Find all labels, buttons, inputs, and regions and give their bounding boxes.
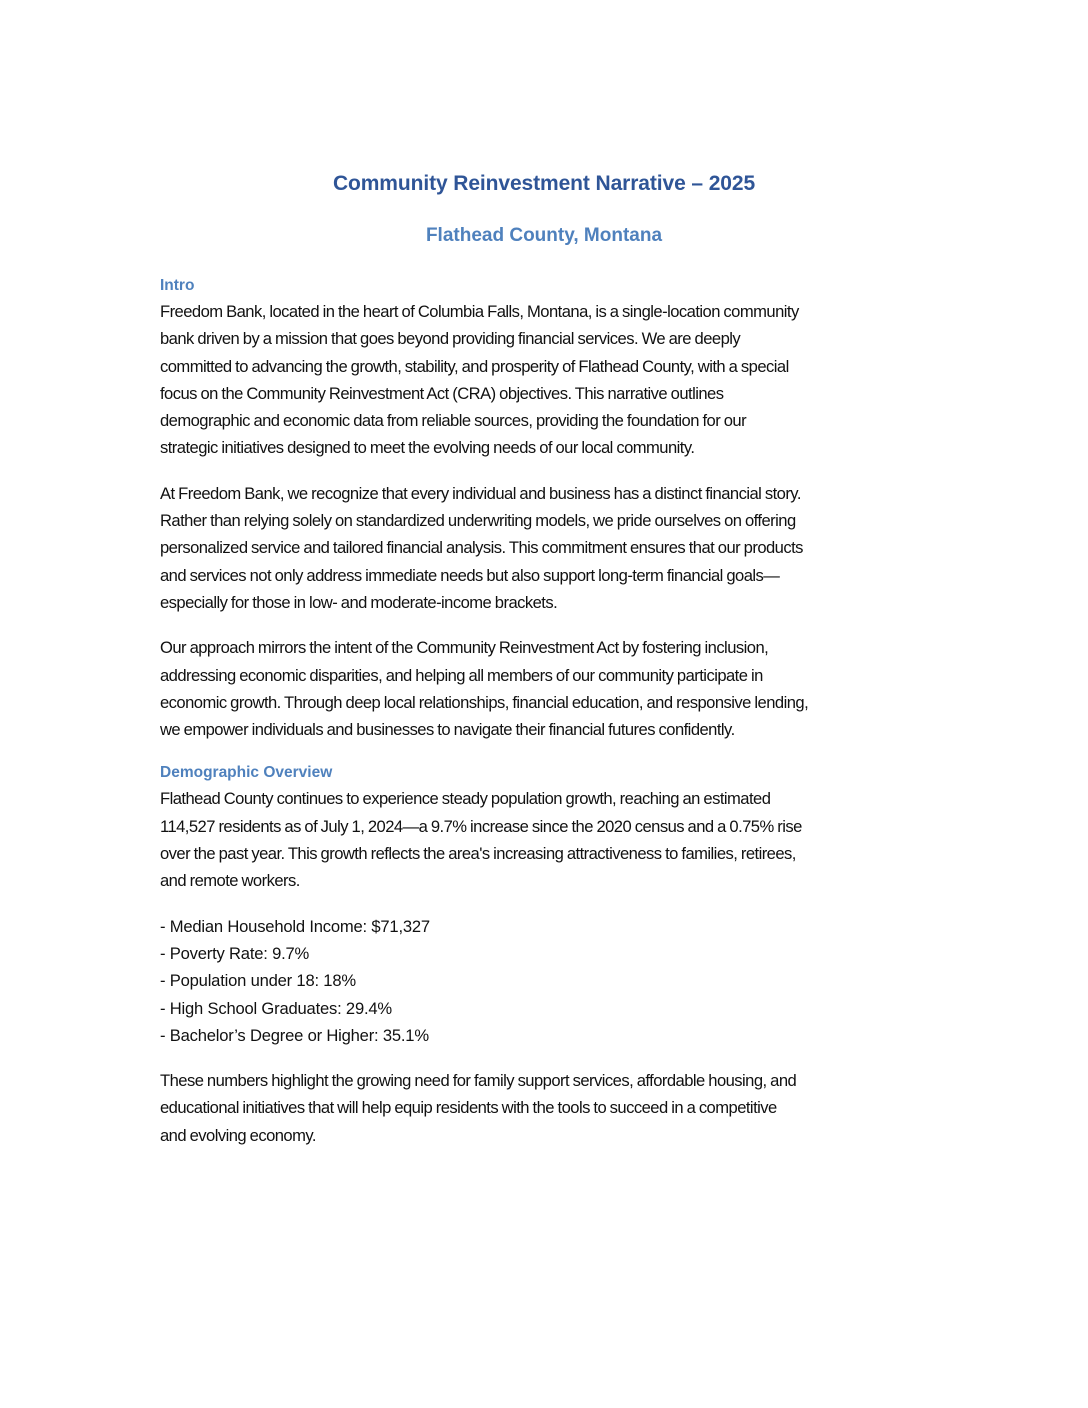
intro-paragraph-2 (160, 480, 940, 616)
text-line: we empower individuals and businesses to navigate their financial futures confidently. (160, 720, 735, 740)
section-demographic-overview (160, 761, 940, 1149)
text-line: especially for those in low- and moderate-income brackets. (160, 592, 558, 612)
stat-high-school-graduates: - High School Graduates: 29.4% (160, 998, 392, 1018)
section-intro (160, 274, 940, 743)
stat-population-under-18: - Population under 18: 18% (160, 971, 356, 991)
document-subtitle: Flathead County, Montana (425, 225, 663, 246)
text-line: and remote workers. (160, 871, 300, 891)
stat-median-household-income: - Median Household Income: $71,327 (160, 916, 430, 936)
document-body (160, 274, 940, 1167)
text-line: 114,527 residents as of July 1, 2024—a 9.7% increase since the 2020 census and a 0.75% rise (160, 816, 802, 836)
text-line: committed to advancing the growth, stability, and prosperity of Flathead County, with a special (160, 356, 789, 376)
text-line: strategic initiatives designed to meet the evolving needs of our local community. (160, 438, 695, 458)
demographic-stats-list (160, 913, 940, 1049)
text-line: over the past year. This growth reflects the area's increasing attractiveness to families, retirees, (160, 844, 796, 864)
text-line: personalized service and tailored financial analysis. This commitment ensures that our products (160, 538, 803, 558)
demographic-closing-paragraph (160, 1067, 940, 1149)
section-heading-intro: Intro (160, 277, 195, 294)
text-line: focus on the Community Reinvestment Act (CRA) objectives. This narrative outlines (160, 383, 724, 403)
intro-paragraph-1 (160, 298, 940, 462)
text-line: At Freedom Bank, we recognize that every individual and business has a distinct financial story. (160, 483, 801, 503)
text-line: addressing economic disparities, and helping all members of our community participate in (160, 665, 763, 685)
text-line: demographic and economic data from reliable sources, providing the foundation for our (160, 411, 747, 431)
stat-poverty-rate: - Poverty Rate: 9.7% (160, 943, 310, 963)
text-line: Rather than relying solely on standardized underwriting models, we pride ourselves on offering (160, 511, 796, 531)
document-title: Community Reinvestment Narrative – 2025 (332, 172, 756, 195)
text-line: educational initiatives that will help equip residents with the tools to succeed in a competitive (160, 1098, 777, 1118)
text-line: bank driven by a mission that goes beyond providing financial services. We are deeply (160, 329, 741, 349)
demographic-paragraph (160, 785, 940, 894)
text-line: Freedom Bank, located in the heart of Columbia Falls, Montana, is a single-location community (160, 302, 799, 321)
text-line: Our approach mirrors the intent of the Community Reinvestment Act by fostering inclusion, (160, 638, 769, 658)
stat-bachelors-degree: - Bachelor’s Degree or Higher: 35.1% (160, 1025, 429, 1045)
section-heading-demographic-overview: Demographic Overview (160, 764, 333, 782)
text-line: Flathead County continues to experience steady population growth, reaching an estimated (160, 789, 771, 809)
text-line: and services not only address immediate needs but also support long-term financial goals— (160, 565, 780, 585)
text-line: These numbers highlight the growing need for family support services, affordable housing, and (160, 1071, 797, 1091)
text-line: economic growth. Through deep local relationships, financial education, and responsive lending, (160, 692, 809, 712)
text-line: and evolving economy. (160, 1125, 316, 1145)
intro-paragraph-3 (160, 634, 940, 743)
